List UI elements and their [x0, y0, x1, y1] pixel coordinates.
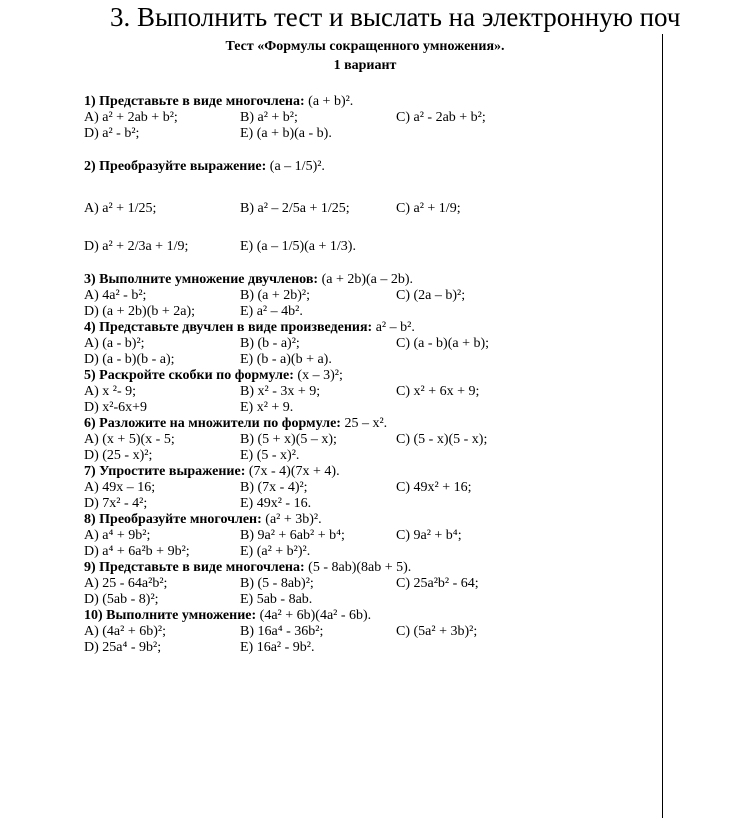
q7-answer-a: A) 49x – 16; [84, 480, 156, 495]
answer-row [84, 304, 654, 320]
answer-row [84, 480, 654, 496]
question-3-expr: (a + 2b)(a – 2b). [321, 272, 414, 287]
q8-answer-d: D) a⁴ + 6a²b + 9b²; [84, 544, 190, 559]
answer-row [84, 448, 654, 464]
q3-answer-e: E) a² – 4b². [240, 304, 303, 319]
q5-answer-b: B) x² - 3x + 9; [240, 384, 321, 399]
question-7-prompt: 7) Упростите выражение: [84, 464, 246, 479]
answer-row [84, 110, 654, 126]
q6-answer-d: D) (25 - x)²; [84, 448, 153, 463]
q8-answer-c: C) 9a² + b⁴; [396, 528, 462, 543]
q10-answer-a: A) (4a² + 6b)²; [84, 624, 166, 639]
answer-row [84, 544, 654, 560]
question-9 [84, 560, 654, 576]
question-1-expr: (a + b)². [308, 94, 354, 109]
test-variant: 1 вариант [333, 58, 397, 73]
answer-row [84, 624, 654, 640]
q2-answer-a: A) a² + 1/25; [84, 201, 157, 216]
question-4-expr: a² – b². [375, 320, 415, 335]
q9-answer-a: A) 25 - 64a²b²; [84, 576, 168, 591]
question-8-prompt: 8) Преобразуйте многочлен: [84, 512, 262, 527]
question-1 [84, 94, 654, 110]
q3-answer-a: A) 4a² - b²; [84, 288, 147, 303]
question-10 [84, 608, 654, 624]
q2-answer-e: E) (a – 1/5)(a + 1/3). [240, 239, 356, 254]
q10-answer-c: C) (5a² + 3b)²; [396, 624, 478, 639]
q4-answer-b: B) (b - a)²; [240, 336, 300, 351]
page-heading: 3. Выполнить тест и выслать на электронную поч [110, 2, 681, 32]
answer-row [84, 432, 654, 448]
q6-answer-c: C) (5 - x)(5 - x); [396, 432, 488, 447]
question-7-expr: (7x - 4)(7x + 4). [248, 464, 340, 479]
question-2 [84, 154, 654, 180]
q2-answer-b: B) a² – 2/5a + 1/25; [240, 201, 350, 216]
q6-answer-a: A) (x + 5)(x - 5; [84, 432, 175, 447]
q1-answer-a: A) a² + 2ab + b²; [84, 110, 178, 125]
answer-row [84, 288, 654, 304]
answer-row [84, 496, 654, 512]
q5-answer-c: C) x² + 6x + 9; [396, 384, 480, 399]
answer-row [84, 190, 654, 228]
q7-answer-e: E) 49x² - 16. [240, 496, 312, 511]
test-title [80, 37, 650, 75]
q2-answer-c: C) a² + 1/9; [396, 201, 461, 216]
q5-answer-d: D) x²-6x+9 [84, 400, 148, 415]
question-8 [84, 512, 654, 528]
question-9-prompt: 9) Представьте в виде многочлена: [84, 560, 305, 575]
answer-row [84, 400, 654, 416]
question-5-prompt: 5) Раскройте скобки по формуле: [84, 368, 294, 383]
question-6 [84, 416, 654, 432]
answer-row [84, 528, 654, 544]
question-1-prompt: 1) Представьте в виде многочлена: [84, 94, 305, 109]
q9-answer-e: E) 5ab - 8ab. [240, 592, 313, 607]
question-5 [84, 368, 654, 384]
q8-answer-e: E) (a² + b²)². [240, 544, 311, 559]
question-2-prompt: 2) Преобразуйте выражение: [84, 159, 267, 174]
question-7 [84, 464, 654, 480]
answer-row [84, 336, 654, 352]
q9-answer-b: B) (5 - 8ab)²; [240, 576, 314, 591]
question-9-expr: (5 - 8ab)(8ab + 5). [308, 560, 412, 575]
question-2-expr: (a – 1/5)². [269, 159, 325, 174]
q4-answer-a: A) (a - b)²; [84, 336, 145, 351]
q1-answer-c: C) a² - 2ab + b²; [396, 110, 486, 125]
q4-answer-d: D) (a - b)(b - a); [84, 352, 175, 367]
answer-row [84, 126, 654, 142]
q10-answer-b: B) 16a⁴ - 36b²; [240, 624, 324, 639]
q7-answer-b: B) (7x - 4)²; [240, 480, 308, 495]
q9-answer-c: C) 25a²b² - 64; [396, 576, 479, 591]
question-5-expr: (x – 3)²; [297, 368, 343, 383]
question-4-prompt: 4) Представьте двучлен в виде произведения: [84, 320, 373, 335]
question-10-expr: (4a² + 6b)(4a² - 6b). [259, 608, 372, 623]
answer-row [84, 592, 654, 608]
answer-row [84, 576, 654, 592]
q10-answer-e: E) 16a² - 9b². [240, 640, 315, 655]
q6-answer-e: E) (5 - x)². [240, 448, 300, 463]
q1-answer-b: B) a² + b²; [240, 110, 298, 125]
question-6-expr: 25 – x². [344, 416, 388, 431]
q3-answer-b: B) (a + 2b)²; [240, 288, 311, 303]
question-4 [84, 320, 654, 336]
answer-row [84, 384, 654, 400]
q4-answer-e: E) (b - a)(b + a). [240, 352, 332, 367]
question-3-prompt: 3) Выполните умножение двучленов: [84, 272, 319, 287]
question-3 [84, 272, 654, 288]
q1-answer-d: D) a² - b²; [84, 126, 140, 141]
question-6-prompt: 6) Разложите на множители по формуле: [84, 416, 341, 431]
q8-answer-a: A) a⁴ + 9b²; [84, 528, 151, 543]
q7-answer-d: D) 7x² - 4²; [84, 496, 148, 511]
q7-answer-c: C) 49x² + 16; [396, 480, 472, 495]
q1-answer-e: E) (a + b)(a - b). [240, 126, 332, 141]
q4-answer-c: C) (a - b)(a + b); [396, 336, 490, 351]
answer-row [84, 352, 654, 368]
question-10-prompt: 10) Выполните умножение: [84, 608, 257, 623]
q5-answer-e: E) x² + 9. [240, 400, 294, 415]
q10-answer-d: D) 25a⁴ - 9b²; [84, 640, 162, 655]
answer-row [84, 228, 654, 266]
answer-row [84, 640, 654, 656]
q3-answer-d: D) (a + 2b)(b + 2a); [84, 304, 196, 319]
left-column [84, 94, 654, 656]
q5-answer-a: A) x ²- 9; [84, 384, 137, 399]
q6-answer-b: B) (5 + x)(5 – x); [240, 432, 337, 447]
q8-answer-b: B) 9a² + 6ab² + b⁴; [240, 528, 345, 543]
q9-answer-d: D) (5ab - 8)²; [84, 592, 159, 607]
question-8-expr: (a² + 3b)². [265, 512, 322, 527]
test-title-text: Тест «Формулы сокращенного умножения». [225, 39, 505, 54]
column-divider [662, 34, 663, 818]
q2-answer-d: D) a² + 2/3a + 1/9; [84, 239, 189, 254]
q3-answer-c: C) (2a – b)²; [396, 288, 466, 303]
